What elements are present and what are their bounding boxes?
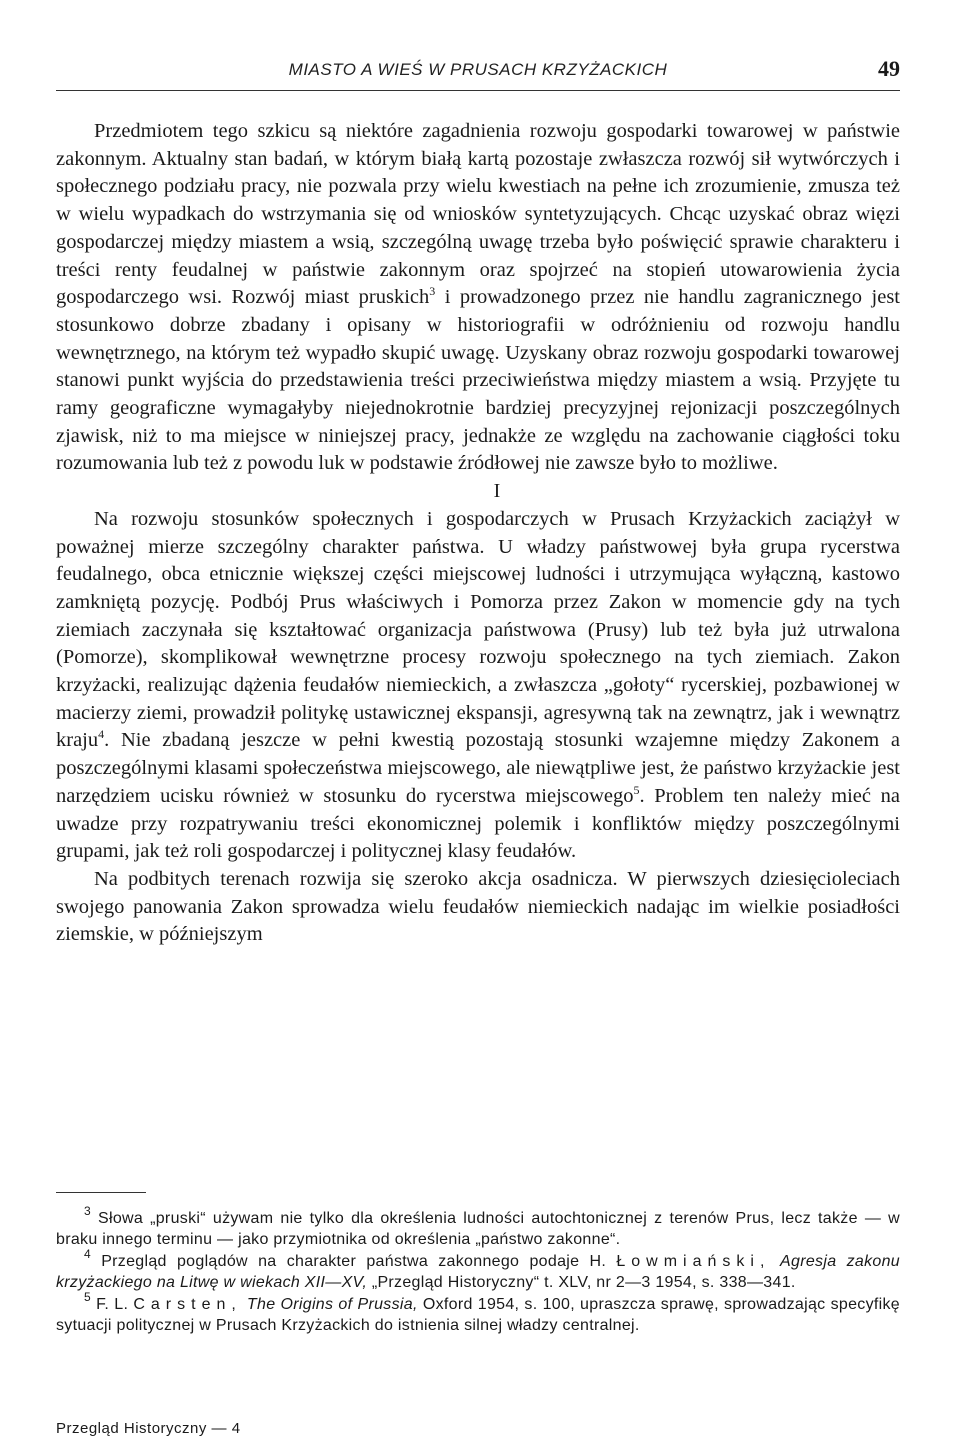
running-head: [56, 56, 900, 90]
footnote-mark: 5: [84, 1289, 91, 1304]
footnote-author: Carsten,: [133, 1295, 242, 1313]
paragraph-text: i prowadzonego przez nie handlu zagranicznego jest stosunkowo dobrze zbadany i opisany w historiografii w odróżnieniu od rozwoju handlu wewnętrznego, na którym też wypadło skupić uwagę. Uzyskany obraz rozwoju gospodarki towarowej stanowi punkt wyjścia do przedstawienia treści przeciwieństwa między miastem a wsią. Przyjęte tu ramy geograficzne wymagałyby niejednokrotnie bardziej precyzyjnej rejonizacji poszczególnych zjawisk, niż to ma miejsce w niniejszej pracy, jednakże ze względu na zachowanie ciągłości toku rozumowania lub też z powodu luk w podstawie źródłowej nie zawsze było to możliwe.: [56, 286, 900, 475]
footnote-text: „Przegląd Historyczny“ t. XLV, nr 2—3 1954, s. 338—341.: [367, 1274, 796, 1292]
footnote-ref-4: 4: [98, 727, 105, 742]
paragraph-settlement: Na podbitych terenach rozwija się szeroko akcja osadnicza. W pierwszych dziesięcioleciach swojego panowania Zakon sprowadza wielu feudałów niemieckich nadając im wielkie posiadłości ziemskie, w późniejszym: [56, 867, 900, 946]
paragraph-text: Przedmiotem tego szkicu są niektóre zagadnienia rozwoju gospodarki towarowej w państwie zakonnym. Aktualny stan badań, w którym białą kartą pozostaje zwłaszcza rozwój sił wytwórczych i społecznego podziału pracy, nie pozwala przy wielu kwestiach na pełne ich zrozumienie, zmusza też w wielu wypadkach do wstrzymania się od wniosków syntetyzujących. Chcąc uzyskać obraz więzi gospodarczej między miastem a wsią, szczególną uwagę trzeba było poświęcić sprawie charakteru i treści renty feudalnej w państwie zakonnym oraz spojrzeć na stopień utowarowienia życia gospodarczego wsi. Rozwój miast pruskich: [56, 120, 900, 309]
footnote-mark: 3: [84, 1204, 91, 1218]
body-text: [56, 118, 900, 949]
footnote-mark: 4: [84, 1246, 91, 1261]
section-number: I: [493, 480, 501, 503]
page-number: 49: [878, 56, 900, 81]
document-page: [56, 0, 900, 1454]
paragraph-text: . Problem ten należy mieć na uwadze przy rozpatrywaniu treści ekonomicznej polemik i konfliktów między poszczególnymi grupami, jak też roli gospodarczej i politycznej klasy feudałów.: [56, 784, 900, 863]
footnote-3: [56, 1204, 900, 1251]
footnote-text: Przegląd poglądów na charakter państwa zakonnego podaje H.: [90, 1252, 617, 1270]
header-rule: [56, 90, 900, 91]
footnote-text: Słowa „pruski“ używam nie tylko dla określenia ludności autochtonicznej z terenów Prus, lecz także — w braku innego terminu — jako przymiotnika od określenia „państwo zakonne“.: [56, 1210, 900, 1249]
footnote-author: Łowmiański,: [616, 1252, 771, 1270]
paragraph-text: Na rozwoju stosunków społecznych i gospodarczych w Prusach Krzyżackich zaciążył w poważnej mierze szczególny charakter państwa. U władzy państwowej była grupa rycerstwa feudalnego, obca etnicznie większej części miejscowej ludności i utrzymująca wyłączną, kastowo zamkniętą pozycję. Podbój Prus właściwych i Pomorza przez Zakon w momencie gdy na tych ziemiach zaczynała się kształtować organizacja państwowa (Prusy) lub też była już utrwalona (Pomorze), skomplikował wewnętrzne procesy rozwoju społecznego na tych ziemiach. Zakon krzyżacki, realizując dążenia feudałów niemieckich, a zwłaszcza „gołoty“ rycerskiej, pozbawionej w macierzy ziemi, prowadził politykę ustawicznej ekspansji, agresywną tak na zewnątrz, jak i wewnątrz kraju: [56, 507, 900, 752]
footnote-work-title: Agresja zakonu krzyżackiego na Litwę w wiekach XII—XV,: [56, 1252, 901, 1292]
paragraph-intro: [56, 118, 900, 478]
paragraph-text: . Nie zbadaną jeszcze w pełni kwestią pozostają stosunki wzajemne między Zakonem a poszczególnymi klasami społeczeństwa miejscowego, ale niewątpliwe jest, że państwo krzyżackie jest narzędziem ucisku również w stosunku do rycerstwa miejscowego: [56, 729, 900, 807]
footnote-text: Oxford 1954, s. 100, upraszcza sprawę, sprowadzając specyfikę sytuacji politycznej w Prusach Krzyżackich do istnienia silnej władzy centralnej.: [56, 1295, 900, 1335]
printer-signature: Przegląd Historyczny — 4: [56, 1420, 241, 1437]
footnote-4: [56, 1246, 901, 1294]
footnote-5: [56, 1289, 900, 1337]
running-title: MIASTO A WIEŚ W PRUSACH KRZYŻACKICH: [288, 60, 668, 79]
footnotes: [56, 1204, 901, 1336]
footnote-ref-3: 3: [429, 284, 436, 299]
paragraph-section-1: [56, 506, 900, 866]
footnote-rule: [56, 1192, 146, 1193]
footnote-work-title: The Origins of Prussia,: [241, 1295, 418, 1313]
footnote-ref-5: 5: [633, 782, 640, 797]
footnote-text: F. L.: [90, 1295, 134, 1313]
